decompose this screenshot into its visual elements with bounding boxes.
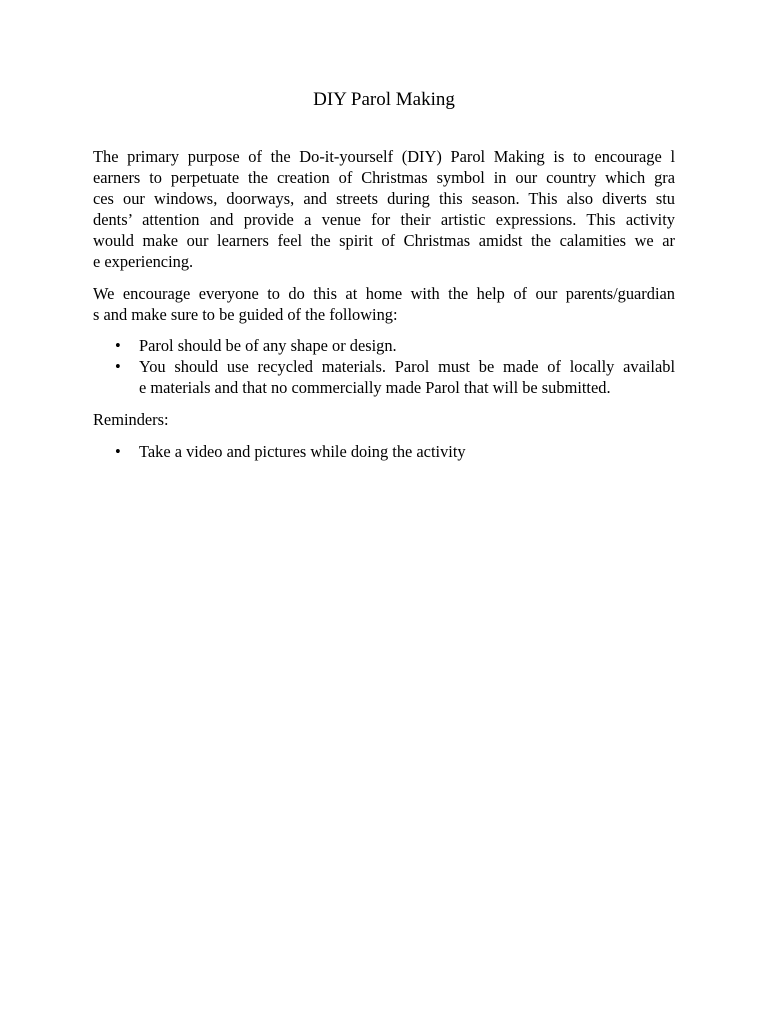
reminders-heading: [93, 409, 675, 430]
intro-line: earners to perpetuate the creation of Christmas symbol in our country which gra: [93, 168, 675, 187]
bullet-icon: •: [115, 442, 121, 461]
intro-line: e experiencing.: [93, 252, 194, 271]
list-item: [93, 335, 675, 356]
bullet-icon: •: [115, 357, 121, 376]
reminders-list: [93, 441, 675, 462]
intro-line: would make our learners feel the spirit of Christmas amidst the calamities we ar: [93, 231, 675, 250]
document-body: [93, 146, 675, 462]
paragraph-spacer: [93, 398, 675, 409]
encouragement-paragraph: [93, 283, 675, 325]
guideline-line: You should use recycled materials. Parol must be made of locally availabl: [139, 357, 675, 376]
paragraph-spacer: [93, 272, 675, 283]
paragraph-spacer: [93, 430, 675, 441]
encouragement-line: s and make sure to be guided of the following:: [93, 305, 398, 324]
intro-line: dents’ attention and provide a venue for their artistic expressions. This activity: [93, 210, 675, 229]
paragraph-spacer: [93, 325, 675, 335]
guidelines-list: [93, 335, 675, 398]
list-item: [93, 356, 675, 398]
bullet-icon: •: [115, 336, 121, 355]
reminder-line: Take a video and pictures while doing the activity: [139, 442, 466, 461]
guideline-line: Parol should be of any shape or design.: [139, 336, 397, 355]
guideline-line: e materials and that no commercially made Parol that will be submitted.: [139, 378, 611, 397]
intro-line: The primary purpose of the Do-it-yourself (DIY) Parol Making is to encourage l: [93, 147, 675, 166]
list-item: [93, 441, 675, 462]
encouragement-line: We encourage everyone to do this at home with the help of our parents/guardian: [93, 284, 675, 303]
intro-line: ces our windows, doorways, and streets during this season. This also diverts stu: [93, 189, 675, 208]
document-title: DIY Parol Making: [313, 89, 455, 110]
intro-paragraph: [93, 146, 675, 272]
reminders-heading-text: Reminders:: [93, 410, 169, 429]
